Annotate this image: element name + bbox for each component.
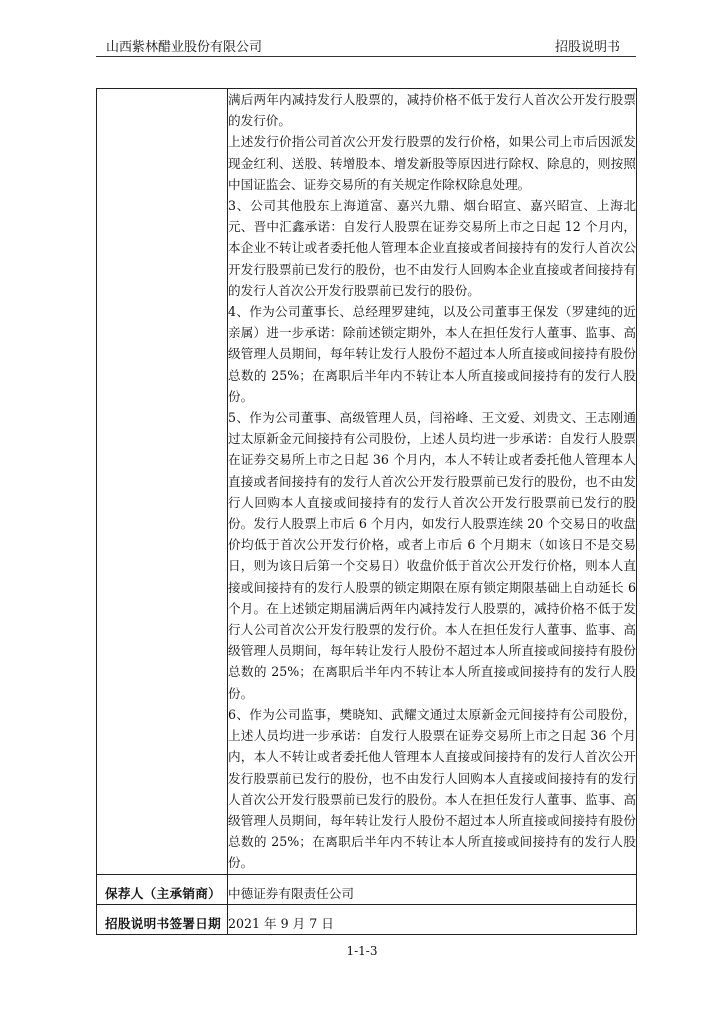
sponsor-label-cell xyxy=(97,874,228,904)
header-document-type: 招股说明书 xyxy=(554,40,620,55)
paragraph: 5、作为公司董事、高级管理人员，闫裕峰、王文爱、刘贵文、王志刚通过太原新金元间接持有公司股份，上述人员均进一步承诺：自发行人股票在证券交易所上市之日起 36 个月内，本人不转让或者委托他人管理本人直接或者间接持有的发行人首次公开发行股票前已发行的股份，也不由发行人回购本人直接或间接持有的发行人首次公开发行股票前已发行的股份。发行人股票上市后 6 个月内，如发行人股票连续 20 个交易日的收盘价均低于首次公开发行价格，或者上市后 6 个月期末（如该日不是交易日，则为该日后第一个交易日）收盘价低于首次公开发行价格，则本人直接或间接持有的发行人股票的锁定期限在原有锁定期限基础上自动延长 6 个月。在上述锁定期届满后两年内减持发行人股票的，减持价格不低于发行人公司首次公开发行股票的发行价。本人在担任发行人董事、监事、高级管理人员期间，每年转让发行人股份不超过本人所直接或间接持有股份总数的 25%；在离职后半年内不转让本人所直接或间接持有的发行人股份。 xyxy=(228,410,636,701)
commitments-cell xyxy=(228,89,637,875)
sign-date-value-cell xyxy=(228,904,637,934)
page-header xyxy=(96,34,636,56)
sign-date-label-cell xyxy=(97,904,228,934)
sign-date-label: 招股说明书签署日期 xyxy=(105,915,222,931)
page-number: 1-1-3 xyxy=(346,944,378,958)
empty-label-cell xyxy=(97,89,228,875)
paragraph: 上述发行价指公司首次公开发行股票的发行价格，如果公司上市后因派发现金红利、送股、转增股本、增发新股等原因进行除权、除息的，则按照中国证监会、证券交易所的有关规定作除权除息处理。 xyxy=(228,134,636,192)
table-row-sponsor xyxy=(97,874,637,904)
paragraph: 6、作为公司监事，樊晓知、武耀文通过太原新金元间接持有公司股份，上述人员均进一步承诺：自发行人股票在证券交易所上市之日起 36 个月内，本人不转让或者委托他人管理本人直接或间接持有的发行人首次公开发行股票前已发行的股份，也不由发行人回购本人直接或间接持有的发行人首次公开发行股票前已发行的股份。本人在担任发行人董事、监事、高级管理人员期间，每年转让发行人股份不超过本人所直接或间接持有股份总数的 25%；在离职后半年内不转让本人所直接或间接持有的发行人股份。 xyxy=(228,706,636,871)
table-row-commitments xyxy=(97,89,637,875)
header-company-name: 山西紫林醋业股份有限公司 xyxy=(106,40,263,55)
sign-date-value: 2021 年 9 月 7 日 xyxy=(228,915,334,931)
paragraph: 满后两年内减持发行人股票的，减持价格不低于发行人首次公开发行股票的发行价。 xyxy=(228,92,636,129)
paragraph: 3、公司其他股东上海道富、嘉兴九鼎、烟台昭宣、嘉兴昭宣、上海北元、晋中汇鑫承诺：自发行人股票在证券交易所上市之日起 12 个月内，本企业不转让或者委托他人管理本企业直接或者间接持有的发行人首次公开发行股票前已发行的股份，也不由发行人回购本企业直接或者间接持有的发行人首次公开发行股票前已发行的股份。 xyxy=(228,198,636,298)
paragraph: 4、作为公司董事长、总经理罗建纯，以及公司董事王保发（罗建纯的近亲属）进一步承诺：除前述锁定期外，本人在担任发行人董事、监事、高级管理人员期间，每年转让发行人股份不超过本人所直接或间接持有股份总数的 25%；在离职后半年内不转让本人所直接或间接持有的发行人股份。 xyxy=(228,304,636,404)
sponsor-label: 保荐人（主承销商） xyxy=(105,885,222,901)
header-divider xyxy=(96,56,636,57)
prospectus-summary-table xyxy=(96,88,637,935)
table-row-sign-date xyxy=(97,904,637,934)
sponsor-value-cell xyxy=(228,874,637,904)
sponsor-value: 中德证券有限责任公司 xyxy=(228,885,354,901)
